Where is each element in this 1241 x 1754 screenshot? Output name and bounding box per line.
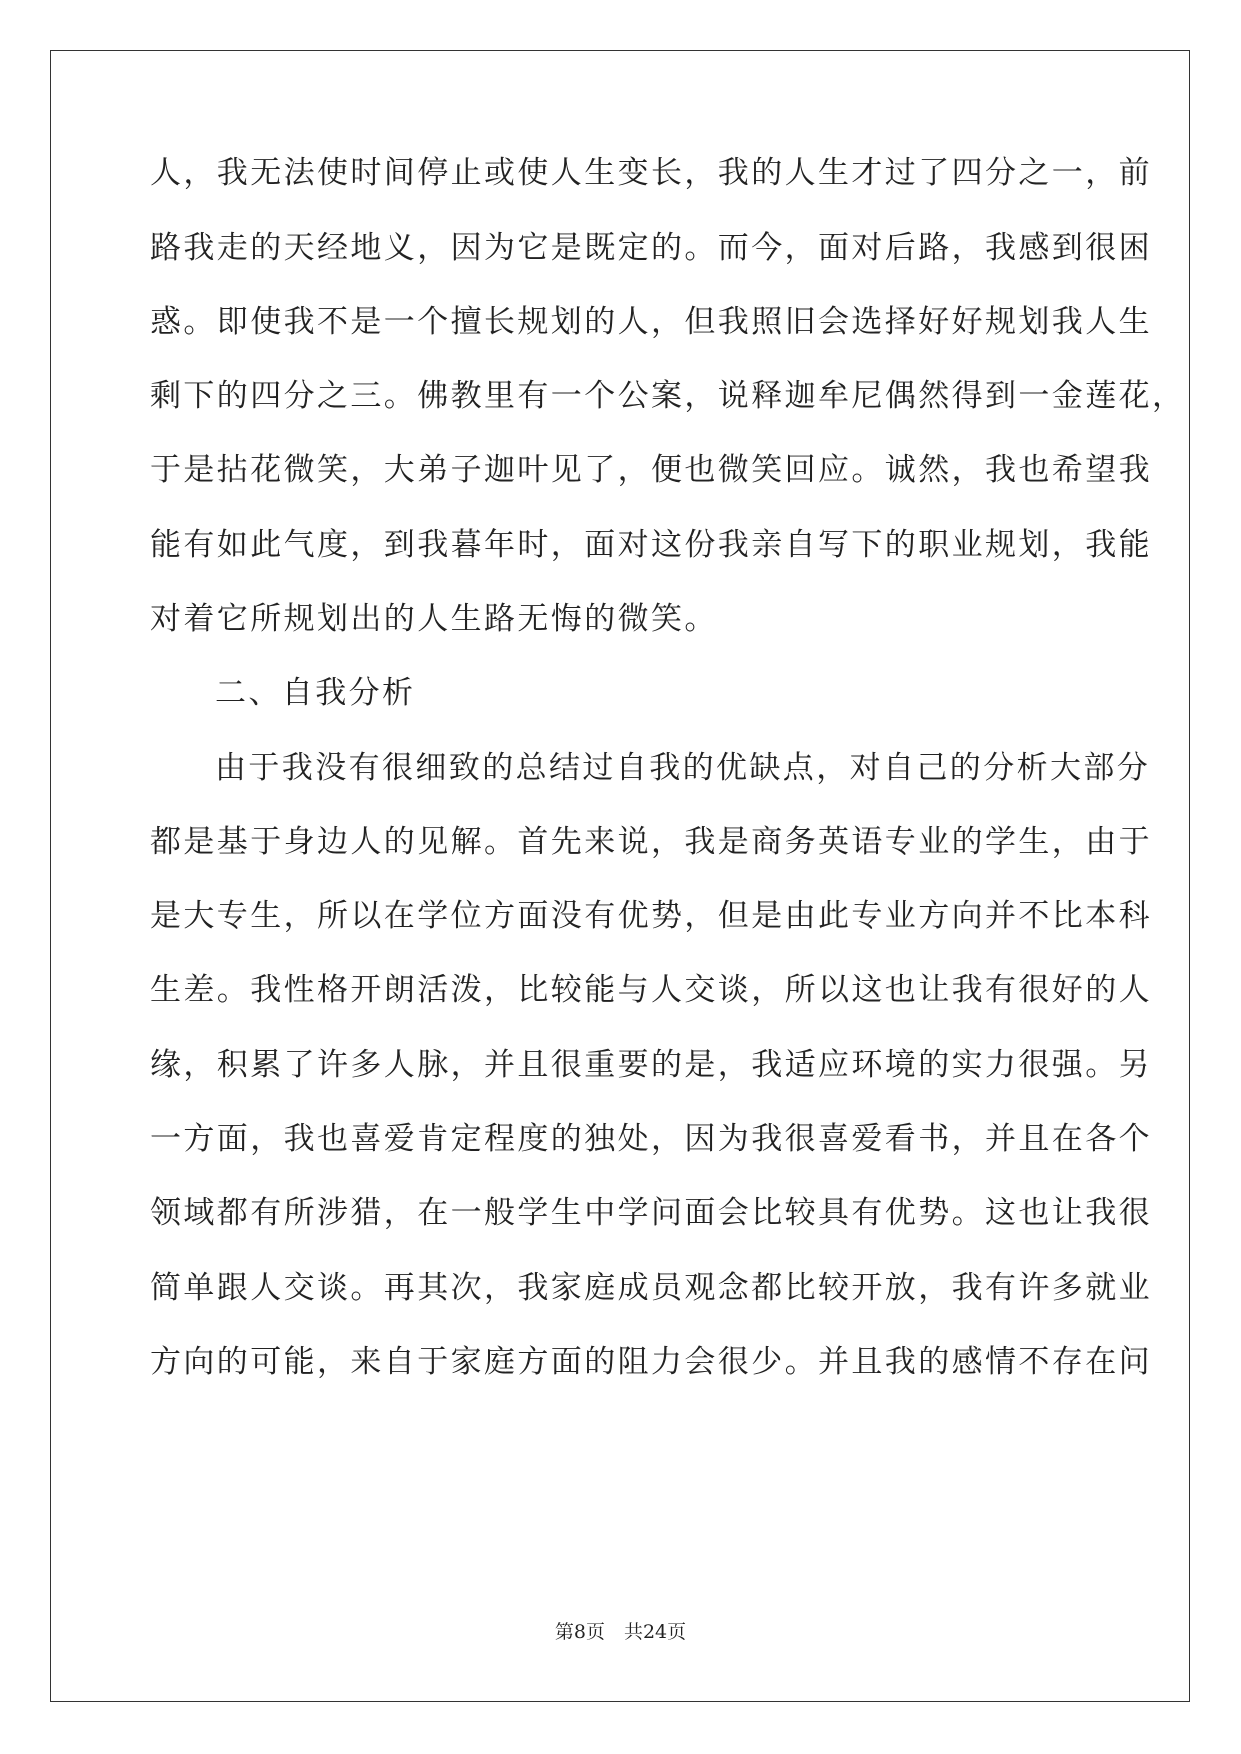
- section-heading: 二、自我分析: [215, 675, 416, 711]
- text-line: 能有如此气度，到我暮年时，面对这份我亲自写下的职业规划，我能: [150, 527, 1152, 563]
- text-line: 简单跟人交谈。再其次，我家庭成员观念都比较开放，我有许多就业: [150, 1270, 1152, 1306]
- text-line: 剩下的四分之三。佛教里有一个公案，说释迦牟尼偶然得到一金莲花，: [150, 378, 1186, 414]
- text-line: 都是基于身边人的见解。首先来说，我是商务英语专业的学生，由于: [150, 824, 1152, 860]
- page-number-label: 第8页 共24页: [554, 1621, 687, 1643]
- text-line: 人，我无法使时间停止或使人生变长，我的人生才过了四分之一，前: [150, 155, 1152, 191]
- text-line: 路我走的天经地义，因为它是既定的。而今，面对后路，我感到很困: [150, 230, 1152, 266]
- page-footer: [0, 1620, 1241, 1644]
- text-line: 于是拈花微笑，大弟子迦叶见了，便也微笑回应。诚然，我也希望我: [150, 452, 1152, 488]
- text-line: 由于我没有很细致的总结过自我的优缺点，对自己的分析大部分: [215, 750, 1151, 786]
- text-line: 对着它所规划出的人生路无悔的微笑。: [150, 601, 718, 637]
- page-border: [50, 50, 1190, 1702]
- text-line: 是大专生，所以在学位方面没有优势，但是由此专业方向并不比本科: [150, 898, 1152, 934]
- text-line: 方向的可能，来自于家庭方面的阻力会很少。并且我的感情不存在问: [150, 1344, 1152, 1380]
- text-line: 生差。我性格开朗活泼，比较能与人交谈，所以这也让我有很好的人: [150, 972, 1152, 1008]
- text-line: 领域都有所涉猎，在一般学生中学问面会比较具有优势。这也让我很: [150, 1195, 1152, 1231]
- text-line: 一方面，我也喜爱肯定程度的独处，因为我很喜爱看书，并且在各个: [150, 1121, 1152, 1157]
- text-line: 惑。即使我不是一个擅长规划的人，但我照旧会选择好好规划我人生: [150, 304, 1152, 340]
- text-line: 缘，积累了许多人脉，并且很重要的是，我适应环境的实力很强。另: [150, 1047, 1152, 1083]
